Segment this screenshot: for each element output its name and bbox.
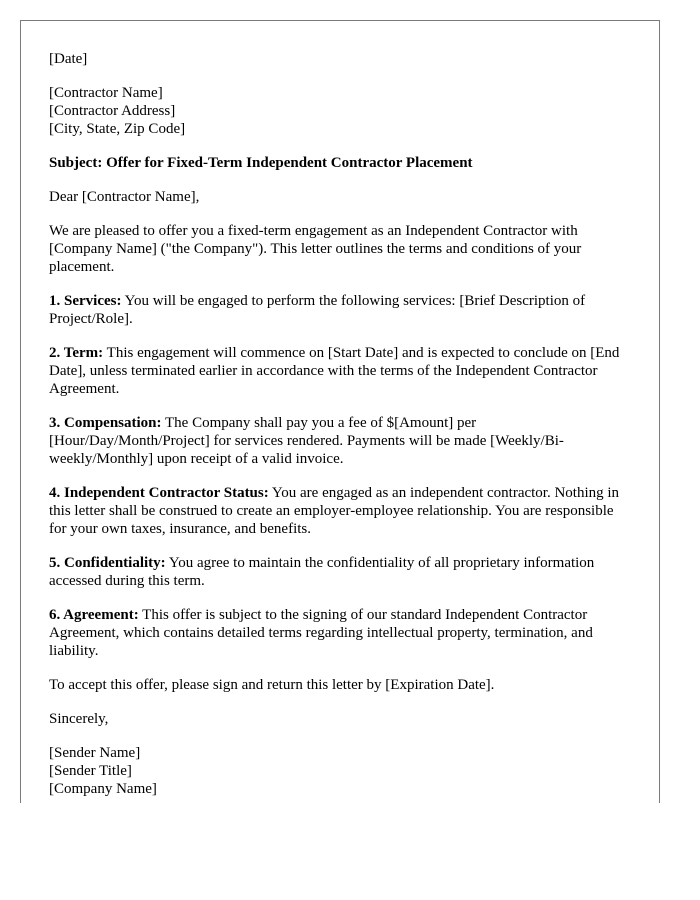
sender-title: [Sender Title]: [49, 763, 132, 779]
section-text: This offer is subject to the signing of our standard Independent Contractor Agreement, which contains detailed terms regarding intellectual property, termination, and liability.: [49, 607, 593, 659]
section-agreement: [49, 606, 631, 660]
recipient-name: [Contractor Name]: [49, 85, 163, 101]
section-compensation: [49, 414, 631, 468]
section-text: You are engaged as an independent contractor. Nothing in this letter shall be construed to create an employer-employee relationship. You are responsible for your own taxes, insurance, and benefits.: [49, 485, 620, 537]
recipient-address: [Contractor Address]: [49, 103, 176, 119]
acceptance-instructions: To accept this offer, please sign and return this letter by [Expiration Date].: [49, 677, 495, 693]
section-text: You agree to maintain the confidentiality of all proprietary information accessed during this term.: [49, 555, 595, 589]
sender-company: [Company Name]: [49, 781, 157, 797]
letter-subject: Subject: Offer for Fixed-Term Independent Contractor Placement: [49, 155, 473, 171]
letter-intro: We are pleased to offer you a fixed-term engagement as an Independent Contractor with [Company Name] ("the Company"). This letter outlines the terms and conditions of your placement.: [49, 223, 582, 275]
section-heading: 3. Compensation:: [49, 415, 162, 431]
section-term: [49, 344, 631, 398]
section-heading: 6. Agreement:: [49, 607, 139, 623]
section-heading: 5. Confidentiality:: [49, 555, 166, 571]
sender-name: [Sender Name]: [49, 745, 141, 761]
section-confidentiality: [49, 554, 631, 590]
section-contractor-status: [49, 484, 631, 538]
sender-block: [49, 744, 631, 798]
letter-document: [20, 20, 660, 803]
letter-date: [Date]: [49, 51, 88, 67]
section-heading: 4. Independent Contractor Status:: [49, 485, 269, 501]
section-heading: 1. Services:: [49, 293, 122, 309]
section-text: The Company shall pay you a fee of $[Amount] per [Hour/Day/Month/Project] for services rendered. Payments will be made [Weekly/Bi-weekly/Monthly] upon receipt of a valid invoice.: [49, 415, 564, 467]
section-services: [49, 292, 631, 328]
letter-salutation: Dear [Contractor Name],: [49, 189, 200, 205]
recipient-block: [49, 84, 631, 138]
section-text: You will be engaged to perform the following services: [Brief Description of Project/Role].: [49, 293, 586, 327]
section-text: This engagement will commence on [Start Date] and is expected to conclude on [End Date], unless terminated earlier in accordance with the terms of the Independent Contractor Agreement.: [49, 345, 620, 397]
section-heading: 2. Term:: [49, 345, 104, 361]
recipient-city-state-zip: [City, State, Zip Code]: [49, 121, 186, 137]
letter-closing: Sincerely,: [49, 711, 109, 727]
